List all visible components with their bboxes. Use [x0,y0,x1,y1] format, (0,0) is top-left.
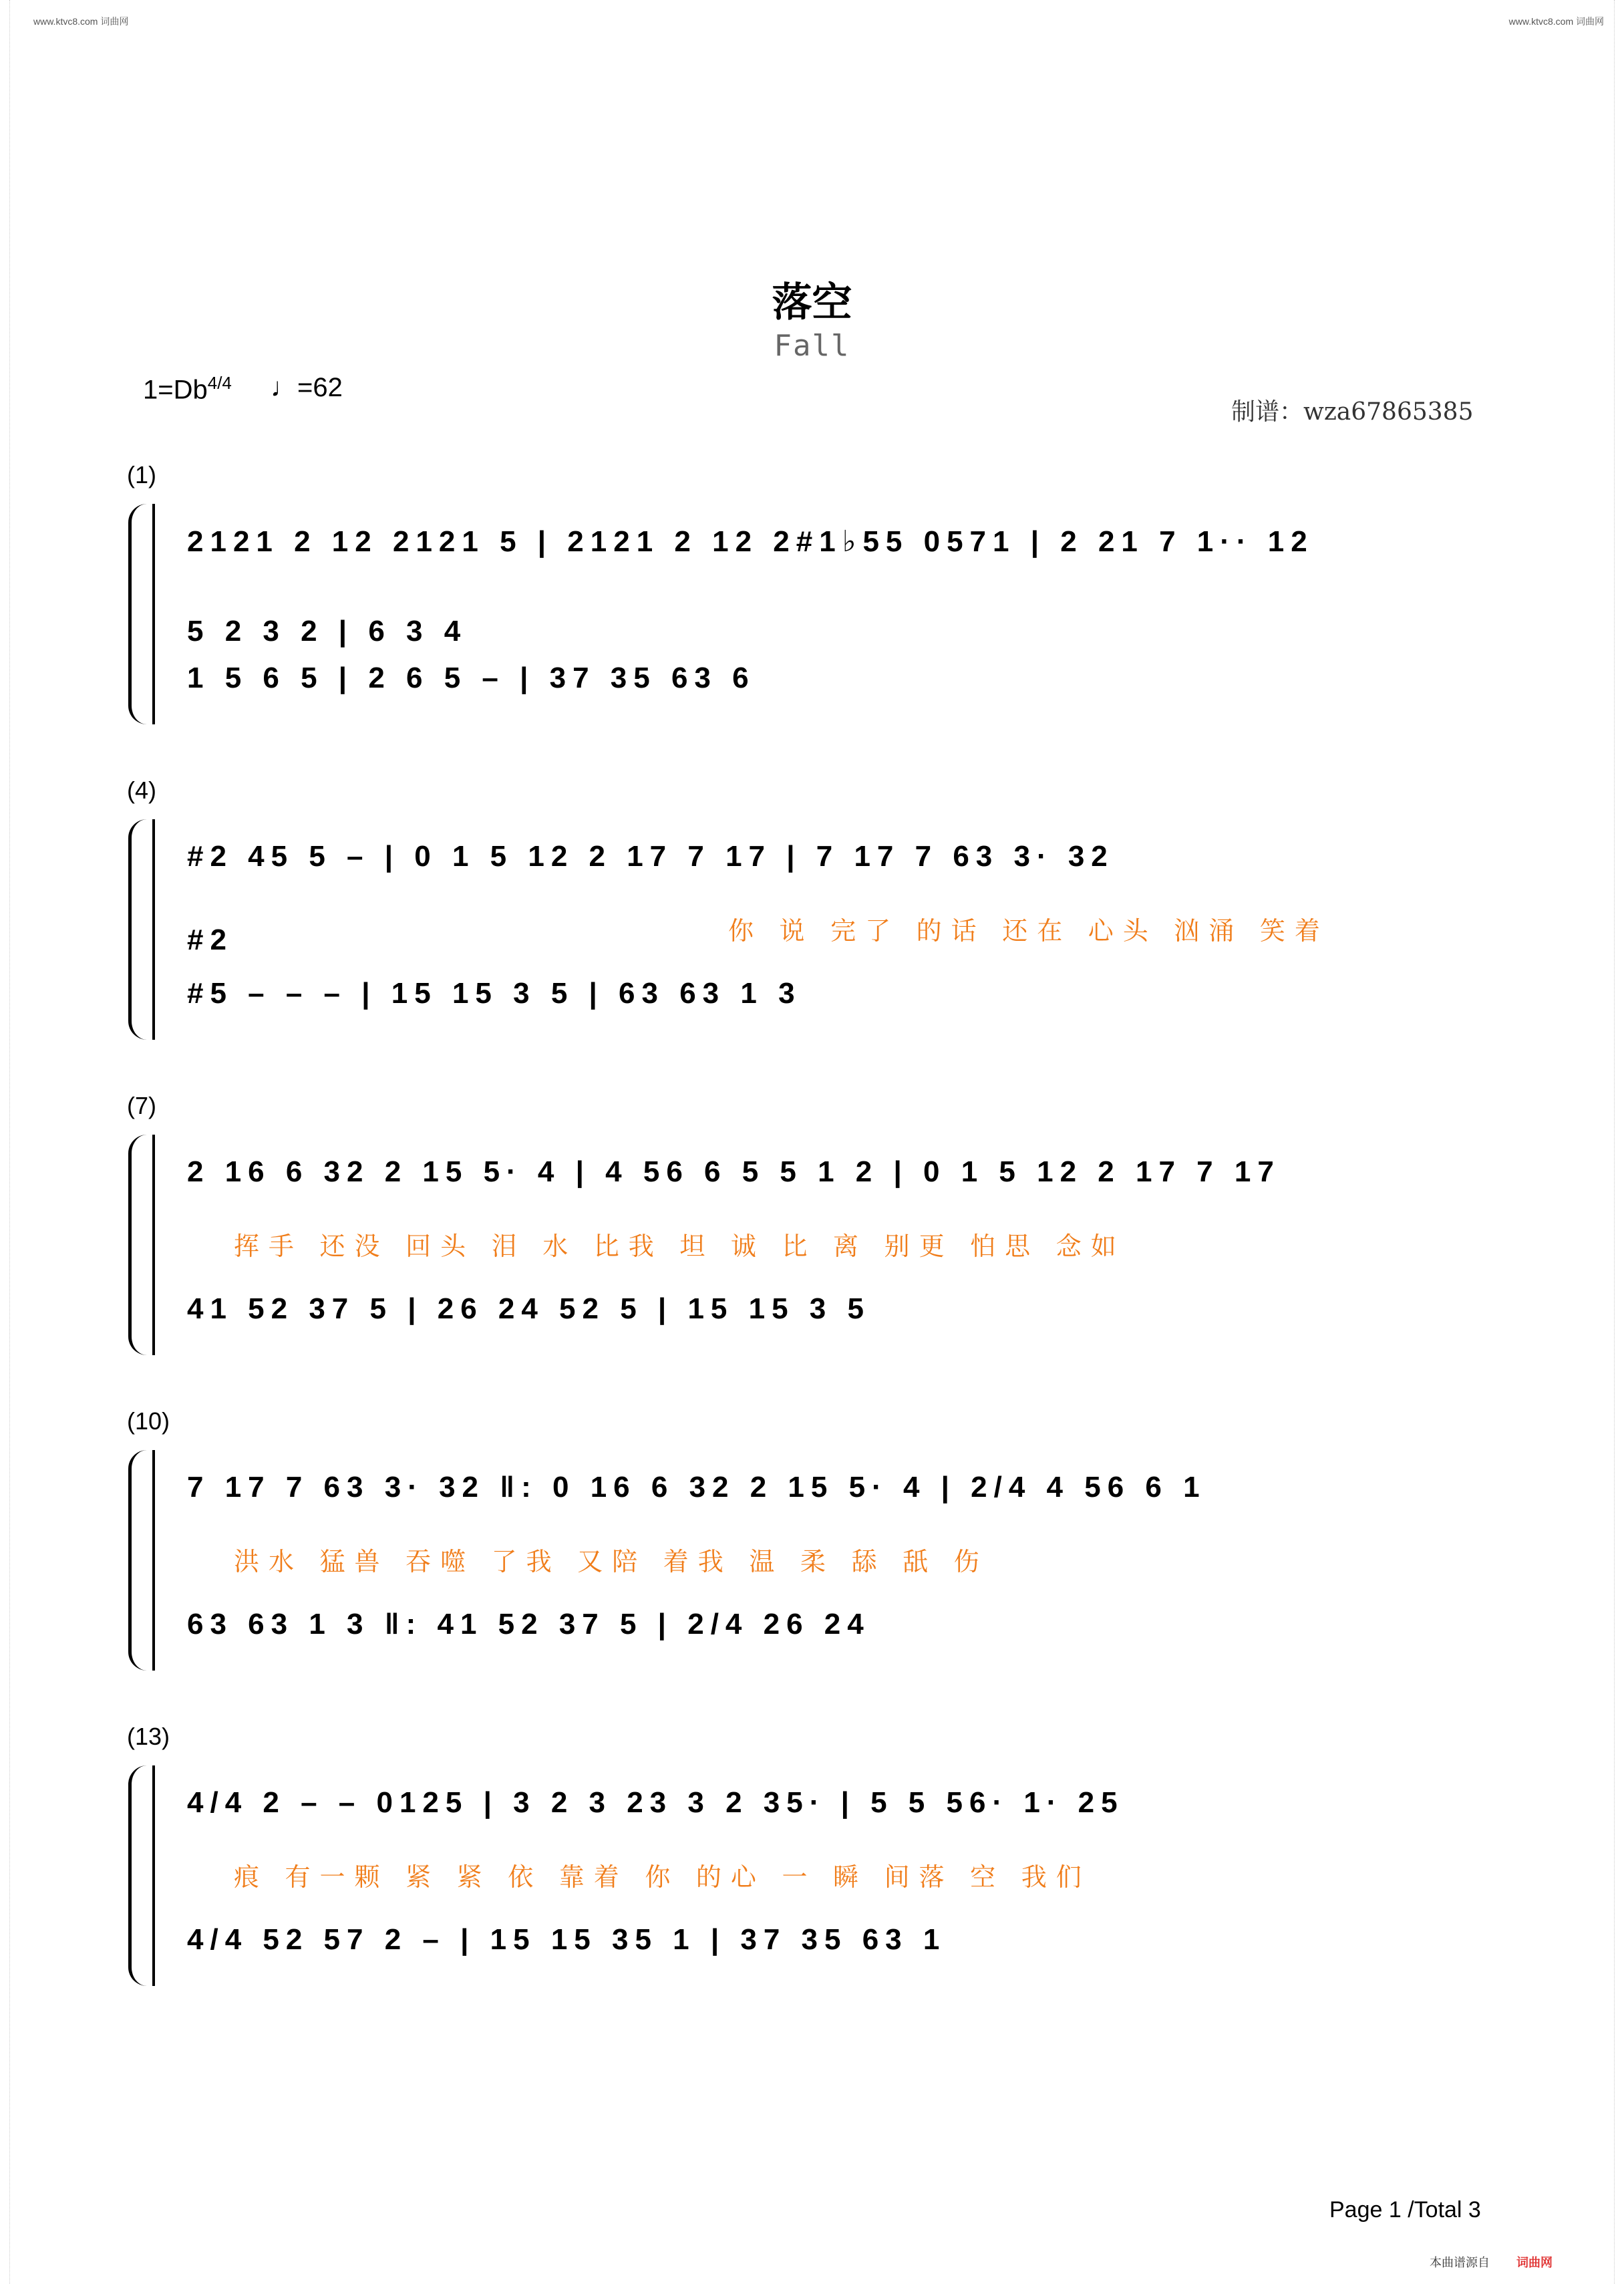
measure-number: (10) [127,1407,170,1435]
song-title: 落空 [772,279,852,326]
lyrics-line: 洪水 猛兽 吞噬 了我 又陪 着我 温 柔 舔 舐 伤 [234,1548,989,1576]
lyrics-line: 痕 有一颗 紧 紧 依 靠着 你 的心 一 瞬 间落 空 我们 [234,1864,1091,1892]
system-line [152,819,155,1040]
tempo-value: =62 [297,373,343,402]
lyrics-line: 挥手 还没 回头 泪 水 比我 坦 诚 比 离 别更 怕思 念如 [234,1233,1126,1261]
grand-staff-brace [128,1450,149,1671]
key-label: 1=Db [143,375,208,405]
bass-staff [187,1608,1490,1655]
measure-number: (1) [127,461,156,488]
bass-staff [187,1923,1490,1970]
key-signature [143,373,232,405]
score-system [127,1407,1490,1681]
source-label: 本曲谱源自 [1430,2256,1490,2269]
bass-notes: 1 5 6 5 | 2 6 5 – | 37 35 63 6 [187,662,756,694]
grand-staff-brace [128,1765,149,1986]
source-credit [1430,2253,1553,2271]
score-system [127,1723,1490,1997]
measure-number: (7) [127,1092,156,1119]
grand-staff-brace [128,504,149,724]
melody-notes: 4/4 2 – – 0125 | 3 2 3 23 3 2 35· | 5 5 56· 1· 25 [187,1786,1124,1819]
bass-staff [187,662,1490,708]
melody-notes: 7 17 7 63 3· 32 ‖: 0 16 6 32 2 15 5· 4 | 2/4 4 56 6 1 [187,1471,1206,1504]
bass-staff [187,1292,1490,1339]
score-system [127,461,1490,735]
upper-harmony [187,615,1490,662]
bass-notes: #5 – – – | 15 15 3 5 | 63 63 1 3 [187,977,802,1010]
bass-notes: 4/4 52 57 2 – | 15 15 35 1 | 37 35 63 1 [187,1923,947,1956]
system-line [152,1135,155,1355]
melody-staff [187,1471,1490,1518]
melody-staff [187,525,1490,571]
site-brand: 词曲网 [1516,2256,1553,2269]
melody-notes: 2 16 6 32 2 15 5· 4 | 4 56 6 5 5 1 2 | 0 1 5 12 2 17 7 17 [187,1155,1281,1188]
grand-staff-brace [128,819,149,1040]
header-right: www.ktvc8.com 词曲网 [1508,16,1604,27]
bass-notes: 41 52 37 5 | 26 24 52 5 | 15 15 3 5 [187,1292,870,1325]
bass-staff [187,977,1490,1024]
lyrics-line: 你 说 完了 的话 还在 心头 汹涌 笑着 [728,917,1329,946]
time-signature: 4/4 [207,373,232,393]
system-line [152,504,155,724]
melody-staff [187,840,1490,887]
system-line [152,1765,155,1986]
harmony-notes: 5 2 3 2 | 6 3 4 [187,615,468,648]
score-system [127,776,1490,1050]
harmony-notes: #2 [187,923,233,956]
melody-notes: #2 45 5 – | 0 1 5 12 2 17 7 17 | 7 17 7 63 3· 32 [187,840,1114,873]
melody-staff [187,1786,1490,1833]
arranger-credit: 制谱：wza67865385 [1231,398,1474,426]
song-subtitle: Fall [774,329,850,363]
melody-notes: 2121 2 12 2121 5 | 2121 2 12 2#1♭55 0571 | 2 21 7 1·· 12 [187,525,1314,558]
measure-number: (4) [127,776,156,804]
grand-staff-brace [128,1135,149,1355]
measure-number: (13) [127,1723,170,1750]
tempo-marking: ♩=62 [271,373,343,402]
header-left: www.ktvc8.com 词曲网 [33,16,129,27]
score-system [127,1092,1490,1366]
system-line [152,1450,155,1671]
bass-notes: 63 63 1 3 ‖: 41 52 37 5 | 2/4 26 24 [187,1608,870,1640]
page-number: Page 1 /Total 3 [1329,2197,1481,2223]
melody-staff [187,1155,1490,1202]
